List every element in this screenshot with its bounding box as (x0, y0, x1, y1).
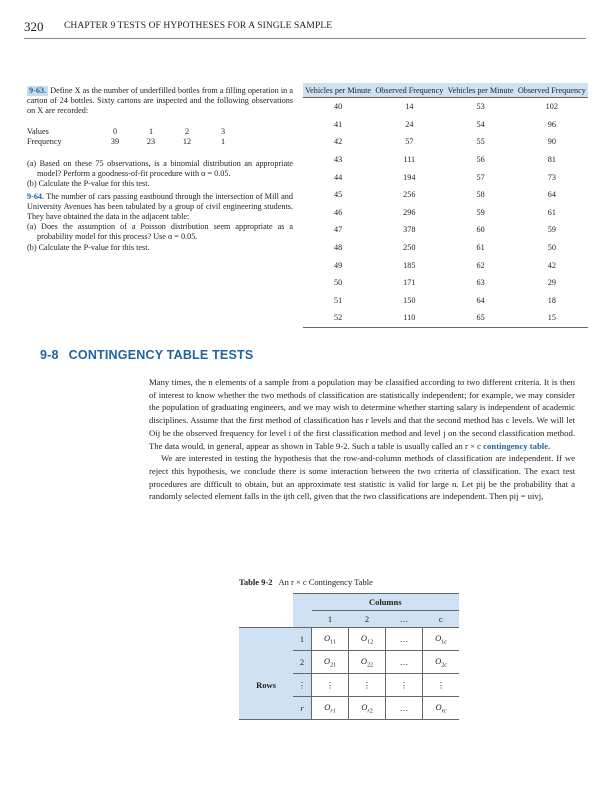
table-cell: $O_{2c}$ (423, 651, 460, 674)
table-cell: 110 (403, 313, 416, 323)
table-row (239, 628, 459, 651)
table-cell: 171 (403, 278, 416, 288)
table-cell: $O_{rc}$ (423, 697, 460, 720)
table-cell: 194 (403, 172, 416, 182)
page-number: 320 (24, 19, 44, 34)
table-cell: 52 (333, 313, 343, 323)
row-index: 2 (293, 651, 312, 674)
table-row (303, 204, 588, 222)
table-cell: 51 (333, 295, 343, 305)
table-row (303, 292, 588, 310)
table-cell: 49 (333, 260, 343, 270)
table-cell: … (386, 628, 423, 651)
column-header: Vehicles per Minute (303, 83, 373, 98)
exercise-column (27, 86, 293, 253)
column-index: 2 (349, 611, 386, 628)
values-label: Values (27, 126, 49, 136)
table-row (303, 239, 588, 257)
table-cell: ⋮ (386, 674, 423, 697)
column-index: … (386, 611, 423, 628)
table-cell: 54 (476, 119, 485, 129)
table-cell: 62 (476, 260, 485, 270)
table-row (303, 133, 588, 151)
part-b: (b) Calculate the P-value for this test. (27, 179, 150, 189)
section-heading (40, 348, 253, 362)
value-cell: 2 (184, 126, 190, 136)
table-cell: 47 (333, 225, 343, 235)
table-cell: 111 (403, 155, 416, 165)
section-number: 9-8 (40, 348, 59, 362)
paragraph (149, 376, 575, 452)
table-cell: 48 (333, 243, 343, 253)
table-caption (239, 577, 373, 587)
table-cell: 59 (547, 225, 556, 235)
table-cell: ⋮ (423, 674, 460, 697)
table-cell: ⋮ (349, 674, 386, 697)
table-cell: 64 (476, 295, 485, 305)
values-row (27, 127, 241, 137)
column-header: Observed Frequency (373, 83, 445, 98)
problem-9-64 (27, 192, 293, 223)
contingency-table (239, 593, 459, 720)
table-row (303, 98, 588, 116)
table-cell: $O_{22}$ (349, 651, 386, 674)
table-row (303, 256, 588, 274)
table-cell: 57 (405, 137, 414, 147)
problem-text: The number of cars passing eastbound through the intersection of Mill and University Avenues has been tabulated by a group of civil engineering students. They have obtained the data in the adjacent table: (27, 191, 293, 222)
table-cell: 53 (476, 102, 485, 112)
table-row (303, 116, 588, 134)
column-index-row (239, 611, 459, 628)
part-a: (a) Based on these 75 observations, is a binomial distribution an appropriate model? Perform a goodness-of-fit procedure with α = 0.05. (27, 159, 293, 179)
table-cell: 18 (547, 295, 556, 305)
vehicles-table-header (303, 83, 588, 98)
table-cell: 41 (333, 119, 343, 129)
column-index: 1 (312, 611, 349, 628)
problem-number: 9-63. (29, 86, 47, 95)
table-cell: 42 (547, 260, 556, 270)
header-rule (24, 38, 586, 39)
problem-text: Define X as the number of underfilled bottles from a filling operation in a carton of 24 bottles. Sixty cartons are inspected and the following observations on X are recorded: (27, 86, 294, 116)
table-cell: $O_{12}$ (349, 628, 386, 651)
table-row (303, 274, 588, 292)
table-cell: $O_{11}$ (312, 628, 349, 651)
problem-9-63 (27, 86, 293, 117)
column-header: Observed Frequency (516, 83, 588, 98)
table-cell: 57 (476, 172, 485, 182)
table-cell: 61 (476, 243, 485, 253)
table-cell: 40 (333, 102, 343, 112)
columns-label: Columns (312, 594, 460, 611)
table-row (239, 674, 459, 697)
table-cell: … (386, 697, 423, 720)
column-header: Vehicles per Minute (445, 83, 515, 98)
table-cell: 61 (547, 207, 556, 217)
problem-number: 9-64. (27, 191, 45, 201)
table-cell: 15 (547, 313, 556, 323)
frequency-row (27, 137, 241, 147)
table-cell: 378 (403, 225, 416, 235)
part-a: (a) Does the assumption of a Poisson distribution seem appropriate as a probability model for this process? Use α = 0.05. (27, 222, 293, 242)
table-cell: … (386, 651, 423, 674)
section-body (149, 376, 575, 503)
table-row (303, 168, 588, 186)
table-label: Table 9-2 (239, 577, 273, 587)
value-cell: 3 (220, 126, 226, 136)
table-row (239, 651, 459, 674)
part-b: (b) Calculate the P-value for this test. (27, 242, 150, 252)
frequency-cell: 39 (110, 136, 120, 146)
table-cell: 90 (547, 137, 556, 147)
table-cell: $O_{21}$ (312, 651, 349, 674)
value-cell: 0 (112, 126, 118, 136)
table-cell: 296 (403, 207, 416, 217)
table-cell: 250 (403, 243, 416, 253)
table-cell: 50 (547, 243, 556, 253)
table-cell: 185 (403, 260, 416, 270)
columns-label-row (239, 594, 459, 611)
table-cell: 60 (476, 225, 485, 235)
table-cell: 150 (403, 295, 416, 305)
rows-label: Rows (239, 674, 293, 697)
frequency-cell: 1 (220, 136, 226, 146)
table-cell: 43 (333, 155, 343, 165)
table-cell: 50 (333, 278, 343, 288)
table-cell: 64 (547, 190, 556, 200)
table-caption-text: An r × c Contingency Table (278, 577, 373, 587)
key-term: contingency table. (483, 440, 551, 451)
value-cell: 1 (148, 126, 154, 136)
table-cell: 55 (476, 137, 485, 147)
table-cell: 56 (476, 155, 485, 165)
table-cell: 42 (333, 137, 343, 147)
table-row (303, 151, 588, 169)
table-row (303, 221, 588, 239)
table-cell: $O_{r2}$ (349, 697, 386, 720)
table-cell: 73 (547, 172, 556, 182)
table-cell: 96 (547, 119, 556, 129)
table-cell: $O_{r1}$ (312, 697, 349, 720)
row-index: 1 (293, 628, 312, 651)
table-cell: 81 (547, 155, 556, 165)
table-cell: 29 (547, 278, 556, 288)
row-index: r (293, 697, 312, 720)
frequency-label: Frequency (27, 136, 62, 146)
table-cell: 256 (403, 190, 416, 200)
table-cell: 44 (333, 172, 343, 182)
row-index: ⋮ (293, 674, 312, 697)
table-cell: 59 (476, 207, 485, 217)
table-row (239, 697, 459, 720)
paragraph-text: Many times, the n elements of a sample from a population may be classified according to two different criteria. It is then of interest to know whether the two methods of classification are statistically independent; for example, we may consider the population of graduating engineers, and we may wish to determine whether starting salary is independent of academic disciplines. Assume that the first method of classification has r levels and that the second method has c levels. We will let Oij be the observed frequency for level i of the first classification method and level j on the second classification method. The data would, in general, appear as shown in Table 9-2. Such a table is usually called an r × c (149, 377, 575, 451)
frequency-cell: 23 (146, 136, 156, 146)
vehicles-table (303, 83, 588, 328)
table-cell: ⋮ (312, 674, 349, 697)
table-cell: 102 (545, 102, 558, 112)
table-cell: 46 (333, 207, 343, 217)
table-cell: 45 (333, 190, 343, 200)
table-cell: 14 (405, 102, 414, 112)
table-row (303, 186, 588, 204)
table-cell: 24 (405, 119, 414, 129)
underfill-frequency-table (27, 127, 241, 147)
table-cell: 65 (476, 313, 485, 323)
table-cell: $O_{1c}$ (423, 628, 460, 651)
frequency-cell: 12 (182, 136, 192, 146)
table-cell: 58 (476, 190, 485, 200)
chapter-heading: CHAPTER 9 TESTS OF HYPOTHESES FOR A SINGLE SAMPLE (64, 21, 333, 31)
paragraph: We are interested in testing the hypothesis that the row-and-column methods of classification are independent. If we reject this hypothesis, we conclude there is some interaction between the two criteria of classification. The exact test procedures are difficult to obtain, but an approximate test statistic is valid for large n. Let pij be the probability that a randomly selected element falls in the ijth cell, given that the two classifications are independent. Then pij = uivj, (149, 453, 575, 502)
section-title: CONTINGENCY TABLE TESTS (68, 348, 254, 362)
table-row (303, 309, 588, 327)
table-cell: 63 (476, 278, 485, 288)
column-index: c (423, 611, 460, 628)
